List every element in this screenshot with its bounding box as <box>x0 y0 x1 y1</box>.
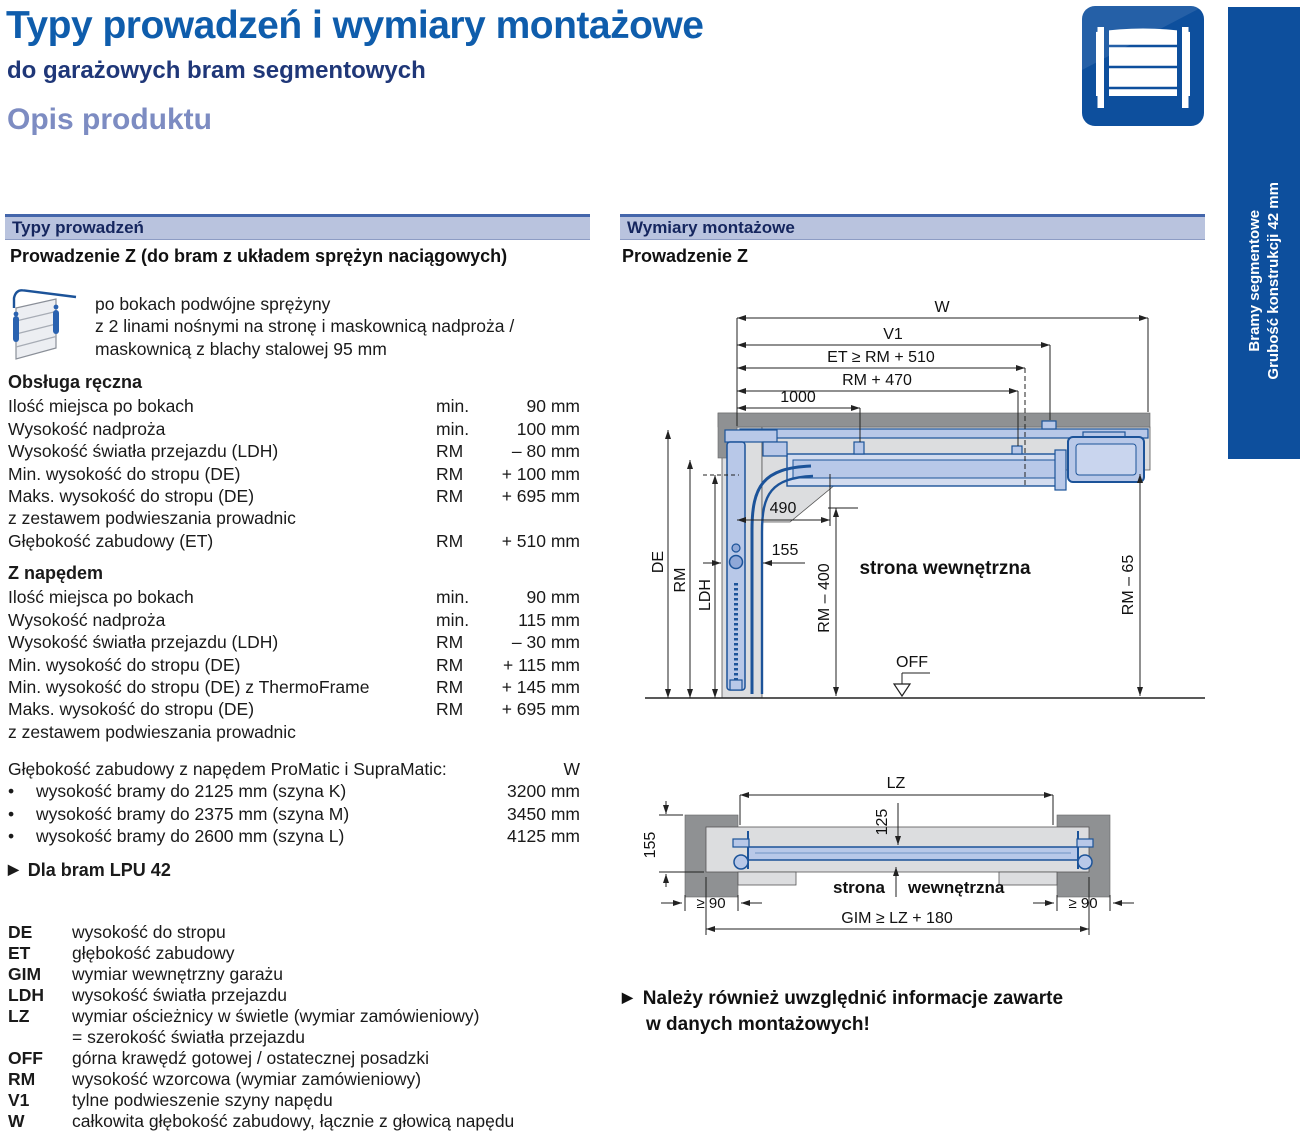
abbreviation-legend <box>8 922 583 1132</box>
dim-w: W <box>934 299 950 316</box>
dim-155: 155 <box>771 542 799 559</box>
inside-label-2: wewnętrzna <box>908 878 1005 897</box>
dim-155: 155 <box>642 831 659 859</box>
inside-label: strona wewnętrzna <box>859 558 1031 579</box>
legend-row: = szerokość światła przejazdu <box>72 1027 305 1047</box>
side-tab <box>1228 7 1300 459</box>
side-section-diagram <box>615 290 1215 725</box>
table-row: z zestawem podwieszania prowadnic <box>8 721 296 742</box>
dim-rm470: RM + 470 <box>842 372 912 389</box>
diagram-heading: Prowadzenie Z <box>622 246 749 266</box>
powered-heading: Z napędem <box>8 563 104 583</box>
off-label: OFF <box>896 654 928 671</box>
table-row: z zestawem podwieszania prowadnic <box>8 508 296 529</box>
legend-row: W całkowita głębokość zabudowy, łącznie z głowicą napędu <box>8 1111 515 1131</box>
legend-row: OFF górna krawędź gotowej / ostatecznej posadzki <box>8 1048 430 1068</box>
depth-heading-row: Głębokość zabudowy z napędem ProMatic i SupraMatic: W <box>8 759 580 779</box>
track-z-pictogram-icon <box>6 286 86 381</box>
section-bar-installation-dims: Wymiary montażowe <box>620 214 1205 240</box>
dim-490: 490 <box>769 500 797 517</box>
table-row: Ilość miejsca po bokach min. 90 mm <box>8 587 580 608</box>
triangle-bullet-icon: ▶ <box>622 989 633 1005</box>
sectional-door-icon <box>1082 6 1204 131</box>
page-subtitle: do garażowych bram segmentowych <box>7 57 426 84</box>
dim-et: ET ≥ RM + 510 <box>827 349 935 366</box>
dim-1000: 1000 <box>780 389 816 406</box>
table-row: Maks. wysokość do stropu (DE) RM + 695 mm <box>8 486 580 507</box>
legend-row: LDH wysokość światła przejazdu <box>8 985 287 1005</box>
legend-row: RM wysokość wzorcowa (wymiar zamówieniowy) <box>8 1069 422 1089</box>
triangle-bullet-icon: ▶ <box>8 861 19 877</box>
legend-row: LZ wymiar ościeżnicy w świetle (wymiar zamówieniowy) <box>8 1006 480 1026</box>
inside-label-1: strona <box>833 878 885 897</box>
table-row: Wysokość światła przejazdu (LDH) RM – 80 mm <box>8 441 580 462</box>
operator-depth-table <box>8 758 580 848</box>
dim-v1: V1 <box>883 326 903 343</box>
legend-row: DE wysokość do stropu <box>8 922 226 942</box>
intro-line: po bokach podwójne sprężyny <box>95 294 331 314</box>
powered-operation-table <box>8 562 580 743</box>
track-z-heading: Prowadzenie Z (do bram z układem sprężyn naciągowych) <box>10 246 508 266</box>
table-row: Min. wysokość do stropu (DE) RM + 115 mm <box>8 654 580 675</box>
dim-rm: RM <box>672 567 689 593</box>
intro-line: z 2 linami nośnymi na stronę i maskownicą nadproża / <box>95 316 515 337</box>
legend-row: GIM wymiar wewnętrzny garażu <box>8 964 284 984</box>
table-row: Wysokość nadproża min. 100 mm <box>8 418 580 439</box>
table-row: Min. wysokość do stropu (DE) z ThermoFrame RM + 145 mm <box>8 677 580 698</box>
dim-ge90-right: ≥ 90 <box>1068 895 1098 912</box>
dim-lz: LZ <box>886 775 906 792</box>
page-title: Typy prowadzeń i wymiary montażowe <box>6 4 704 47</box>
side-tab-line2: Grubość konstrukcji 42 mm <box>1265 182 1282 380</box>
legend-row: V1 tylne podwieszenie szyny napędu <box>8 1090 333 1110</box>
dim-de: DE <box>650 550 667 574</box>
dim-rm65: RM – 65 <box>1120 554 1137 616</box>
section-title: Opis produktu <box>7 103 212 136</box>
table-row: Głębokość zabudowy (ET) RM + 510 mm <box>8 530 580 551</box>
list-item: • wysokość bramy do 2600 mm (szyna L) 4125 mm <box>8 826 580 847</box>
table-row: Ilość miejsca po bokach min. 90 mm <box>8 396 580 417</box>
list-item: • wysokość bramy do 2125 mm (szyna K) 3200 mm <box>8 781 580 802</box>
table-row: Min. wysokość do stropu (DE) RM + 100 mm <box>8 463 580 484</box>
installation-data-note: ▶ Należy również uwzględnić informacje zawarte w danych montażowych! <box>622 988 1064 1035</box>
dim-rm400: RM – 400 <box>816 563 833 633</box>
dim-gim: GIM ≥ LZ + 180 <box>841 910 953 927</box>
intro-line: maskownicą z blachy stalowej 95 mm <box>95 338 387 359</box>
list-item: • wysokość bramy do 2375 mm (szyna M) 3450 mm <box>8 803 580 824</box>
table-row: Wysokość nadproża min. 115 mm <box>8 609 580 630</box>
table-row: Maks. wysokość do stropu (DE) RM + 695 mm <box>8 699 580 720</box>
dim-125: 125 <box>874 808 891 836</box>
section-bar-track-types: Typy prowadzeń <box>5 214 590 240</box>
manual-heading: Obsługa ręczna <box>8 372 143 392</box>
legend-row: ET głębokość zabudowy <box>8 943 235 963</box>
table-row: Wysokość światła przejazdu (LDH) RM – 30 mm <box>8 632 580 653</box>
dim-ge90-left: ≥ 90 <box>696 895 726 912</box>
side-tab-line1: Bramy segmentowe <box>1246 210 1263 352</box>
track-z-description <box>95 293 595 360</box>
plan-section-diagram <box>615 765 1215 965</box>
lpu42-note: ▶ Dla bram LPU 42 <box>8 860 171 880</box>
manual-operation-table <box>8 371 580 552</box>
dim-ldh: LDH <box>697 578 714 612</box>
